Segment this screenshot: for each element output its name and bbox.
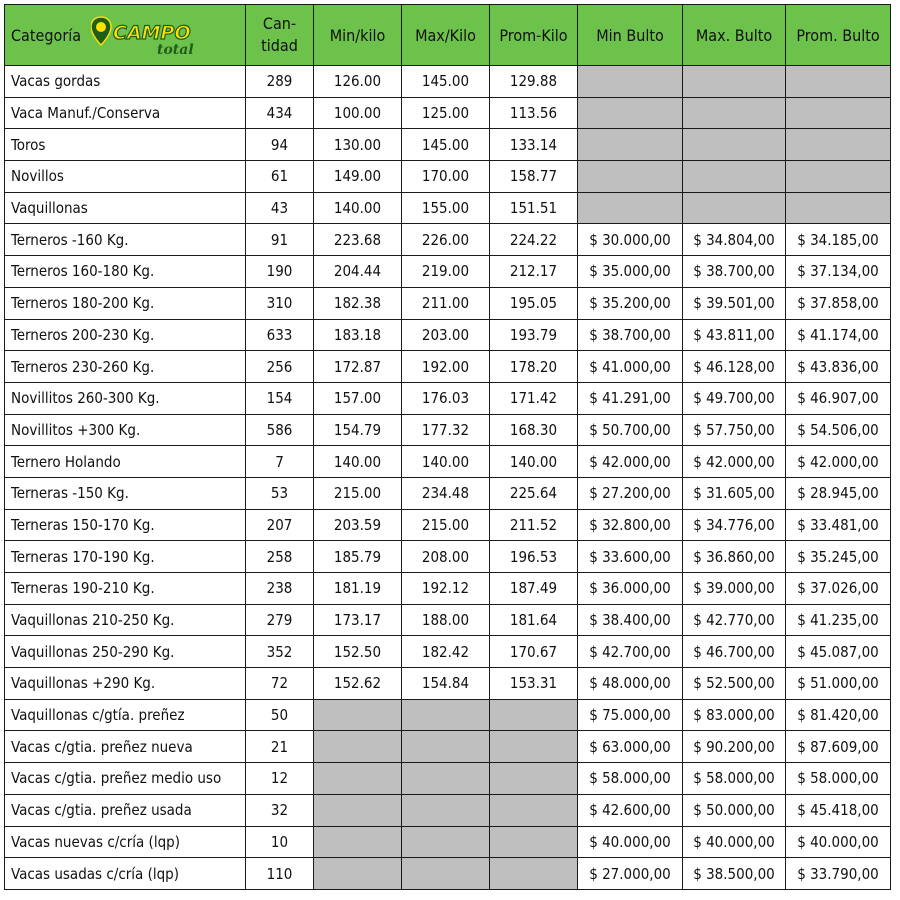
cell-max-kilo: 154.84 <box>402 668 490 700</box>
cell-min-kilo: 181.19 <box>314 573 402 605</box>
cell-cantidad: 43 <box>246 192 314 224</box>
cell-min-bulto: $ 40.000,00 <box>578 826 683 858</box>
cell-cantidad: 110 <box>246 858 314 890</box>
cell-prom-kilo: 133.14 <box>490 129 578 161</box>
cell-prom-bulto <box>786 97 891 129</box>
cell-prom-kilo: 193.79 <box>490 319 578 351</box>
cell-max-kilo: 192.12 <box>402 573 490 605</box>
cell-max-kilo: 203.00 <box>402 319 490 351</box>
cell-max-kilo: 125.00 <box>402 97 490 129</box>
cell-category: Vaquillonas 250-290 Kg. <box>5 636 246 668</box>
cell-prom-bulto: $ 54.506,00 <box>786 414 891 446</box>
cell-max-bulto: $ 39.000,00 <box>683 573 786 605</box>
cell-min-kilo: 215.00 <box>314 477 402 509</box>
cell-max-kilo: 145.00 <box>402 129 490 161</box>
table-row <box>5 382 891 414</box>
cell-min-kilo: 172.87 <box>314 351 402 383</box>
table-row <box>5 351 891 383</box>
cell-cantidad: 633 <box>246 319 314 351</box>
cell-min-kilo <box>314 731 402 763</box>
table-row <box>5 699 891 731</box>
cell-prom-kilo: 195.05 <box>490 287 578 319</box>
table-row <box>5 668 891 700</box>
cell-prom-kilo: 158.77 <box>490 161 578 193</box>
cell-prom-kilo <box>490 699 578 731</box>
cell-max-bulto <box>683 66 786 98</box>
cell-min-kilo: 173.17 <box>314 604 402 636</box>
cell-max-kilo: 170.00 <box>402 161 490 193</box>
cell-prom-bulto: $ 41.235,00 <box>786 604 891 636</box>
cell-max-bulto: $ 38.700,00 <box>683 256 786 288</box>
cell-cantidad: 207 <box>246 509 314 541</box>
cell-prom-kilo: 178.20 <box>490 351 578 383</box>
cell-max-bulto: $ 90.200,00 <box>683 731 786 763</box>
cell-min-bulto: $ 48.000,00 <box>578 668 683 700</box>
cell-category: Ternero Holando <box>5 446 246 478</box>
cell-prom-bulto: $ 87.609,00 <box>786 731 891 763</box>
cell-min-kilo: 152.62 <box>314 668 402 700</box>
cell-min-kilo <box>314 763 402 795</box>
cell-min-kilo: 130.00 <box>314 129 402 161</box>
cell-cantidad: 434 <box>246 97 314 129</box>
cell-category: Terneras -150 Kg. <box>5 477 246 509</box>
cell-category: Vacas c/gtia. preñez nueva <box>5 731 246 763</box>
cell-max-bulto <box>683 97 786 129</box>
cell-prom-bulto: $ 45.087,00 <box>786 636 891 668</box>
table-row <box>5 66 891 98</box>
cell-min-bulto <box>578 161 683 193</box>
cell-max-kilo: 145.00 <box>402 66 490 98</box>
header-prom-kilo: Prom-Kilo <box>490 5 578 66</box>
cell-prom-kilo <box>490 763 578 795</box>
price-table-container <box>4 4 891 890</box>
cell-max-kilo: 155.00 <box>402 192 490 224</box>
table-row <box>5 446 891 478</box>
table-row <box>5 604 891 636</box>
cell-prom-bulto: $ 46.907,00 <box>786 382 891 414</box>
cell-max-bulto: $ 52.500,00 <box>683 668 786 700</box>
cell-min-bulto: $ 38.700,00 <box>578 319 683 351</box>
cell-min-bulto: $ 42.000,00 <box>578 446 683 478</box>
cell-prom-bulto <box>786 66 891 98</box>
cell-min-kilo: 154.79 <box>314 414 402 446</box>
cell-min-kilo <box>314 794 402 826</box>
cell-prom-bulto: $ 45.418,00 <box>786 794 891 826</box>
table-row <box>5 826 891 858</box>
cell-prom-bulto <box>786 192 891 224</box>
cell-category: Terneras 150-170 Kg. <box>5 509 246 541</box>
cell-min-bulto: $ 41.000,00 <box>578 351 683 383</box>
cell-max-kilo: 140.00 <box>402 446 490 478</box>
cell-min-kilo: 157.00 <box>314 382 402 414</box>
cell-cantidad: 154 <box>246 382 314 414</box>
cell-min-bulto <box>578 192 683 224</box>
header-category-label: Categoría <box>11 25 82 45</box>
cell-max-bulto: $ 36.860,00 <box>683 541 786 573</box>
cell-min-bulto: $ 38.400,00 <box>578 604 683 636</box>
table-row <box>5 129 891 161</box>
cell-max-kilo <box>402 794 490 826</box>
cell-max-bulto: $ 38.500,00 <box>683 858 786 890</box>
cell-category: Vaquillonas +290 Kg. <box>5 668 246 700</box>
cell-prom-kilo <box>490 826 578 858</box>
cell-category: Vacas usadas c/cría (lqp) <box>5 858 246 890</box>
cell-min-kilo: 140.00 <box>314 446 402 478</box>
cell-min-bulto: $ 35.200,00 <box>578 287 683 319</box>
cell-max-kilo: 188.00 <box>402 604 490 636</box>
cell-prom-kilo: 187.49 <box>490 573 578 605</box>
cell-prom-kilo: 113.56 <box>490 97 578 129</box>
cell-max-kilo: 176.03 <box>402 382 490 414</box>
cell-category: Novillitos 260-300 Kg. <box>5 382 246 414</box>
cell-max-kilo <box>402 826 490 858</box>
cell-min-bulto: $ 75.000,00 <box>578 699 683 731</box>
table-row <box>5 414 891 446</box>
cell-category: Terneras 170-190 Kg. <box>5 541 246 573</box>
cell-max-bulto <box>683 192 786 224</box>
cell-max-bulto: $ 40.000,00 <box>683 826 786 858</box>
cell-max-bulto: $ 39.501,00 <box>683 287 786 319</box>
table-row <box>5 636 891 668</box>
cell-prom-bulto: $ 58.000,00 <box>786 763 891 795</box>
table-row <box>5 763 891 795</box>
cell-min-bulto: $ 58.000,00 <box>578 763 683 795</box>
cell-prom-kilo: 225.64 <box>490 477 578 509</box>
cell-max-bulto: $ 34.776,00 <box>683 509 786 541</box>
cell-min-kilo: 149.00 <box>314 161 402 193</box>
cell-prom-bulto: $ 35.245,00 <box>786 541 891 573</box>
cell-max-bulto: $ 49.700,00 <box>683 382 786 414</box>
cell-cantidad: 53 <box>246 477 314 509</box>
cell-prom-kilo: 211.52 <box>490 509 578 541</box>
cell-max-bulto: $ 50.000,00 <box>683 794 786 826</box>
cell-prom-kilo: 151.51 <box>490 192 578 224</box>
cell-min-bulto: $ 36.000,00 <box>578 573 683 605</box>
cell-category: Vacas gordas <box>5 66 246 98</box>
cell-max-kilo: 192.00 <box>402 351 490 383</box>
cell-max-kilo <box>402 763 490 795</box>
cell-max-bulto: $ 34.804,00 <box>683 224 786 256</box>
cell-prom-kilo: 181.64 <box>490 604 578 636</box>
table-row <box>5 161 891 193</box>
cell-max-bulto: $ 58.000,00 <box>683 763 786 795</box>
cell-prom-bulto: $ 41.174,00 <box>786 319 891 351</box>
cell-min-bulto: $ 42.600,00 <box>578 794 683 826</box>
cell-max-kilo: 226.00 <box>402 224 490 256</box>
cell-prom-bulto <box>786 129 891 161</box>
cell-cantidad: 61 <box>246 161 314 193</box>
cell-cantidad: 32 <box>246 794 314 826</box>
cell-min-bulto: $ 27.200,00 <box>578 477 683 509</box>
header-cantidad <box>246 5 314 66</box>
cell-prom-kilo: 171.42 <box>490 382 578 414</box>
table-row <box>5 541 891 573</box>
cell-min-kilo: 182.38 <box>314 287 402 319</box>
cell-max-kilo <box>402 858 490 890</box>
cell-min-kilo: 203.59 <box>314 509 402 541</box>
cell-max-bulto: $ 57.750,00 <box>683 414 786 446</box>
cell-category: Terneros 180-200 Kg. <box>5 287 246 319</box>
header-category <box>5 5 246 66</box>
cell-max-kilo: 182.42 <box>402 636 490 668</box>
cell-min-bulto: $ 30.000,00 <box>578 224 683 256</box>
table-row <box>5 192 891 224</box>
cell-category: Terneras 190-210 Kg. <box>5 573 246 605</box>
cell-min-kilo: 152.50 <box>314 636 402 668</box>
cell-min-kilo <box>314 826 402 858</box>
cell-min-kilo <box>314 858 402 890</box>
cell-prom-kilo <box>490 731 578 763</box>
cell-max-bulto: $ 31.605,00 <box>683 477 786 509</box>
logo-graphic <box>91 13 211 57</box>
cell-cantidad: 586 <box>246 414 314 446</box>
table-row <box>5 319 891 351</box>
cell-category: Terneros 200-230 Kg. <box>5 319 246 351</box>
cell-prom-bulto: $ 37.134,00 <box>786 256 891 288</box>
cell-prom-kilo: 140.00 <box>490 446 578 478</box>
cell-min-bulto <box>578 66 683 98</box>
cell-cantidad: 289 <box>246 66 314 98</box>
cell-cantidad: 72 <box>246 668 314 700</box>
cell-max-bulto: $ 46.128,00 <box>683 351 786 383</box>
cell-min-bulto: $ 42.700,00 <box>578 636 683 668</box>
cell-min-kilo: 204.44 <box>314 256 402 288</box>
cell-prom-kilo: 170.67 <box>490 636 578 668</box>
cell-min-bulto: $ 41.291,00 <box>578 382 683 414</box>
table-row <box>5 287 891 319</box>
cell-prom-bulto: $ 28.945,00 <box>786 477 891 509</box>
campo-total-logo <box>91 13 211 57</box>
cell-min-bulto: $ 27.000,00 <box>578 858 683 890</box>
cell-category: Vacas c/gtia. preñez usada <box>5 794 246 826</box>
cell-max-bulto <box>683 129 786 161</box>
cell-category: Novillitos +300 Kg. <box>5 414 246 446</box>
header-max-kilo: Max/Kilo <box>402 5 490 66</box>
cell-prom-kilo <box>490 858 578 890</box>
cell-prom-bulto: $ 42.000,00 <box>786 446 891 478</box>
cell-cantidad: 256 <box>246 351 314 383</box>
cell-min-bulto <box>578 97 683 129</box>
cell-category: Vaquillonas 210-250 Kg. <box>5 604 246 636</box>
cell-min-bulto: $ 33.600,00 <box>578 541 683 573</box>
cell-min-kilo: 223.68 <box>314 224 402 256</box>
cell-category: Novillos <box>5 161 246 193</box>
cell-max-kilo <box>402 699 490 731</box>
cell-cantidad: 7 <box>246 446 314 478</box>
cell-prom-bulto: $ 37.026,00 <box>786 573 891 605</box>
cell-cantidad: 352 <box>246 636 314 668</box>
cell-cantidad: 258 <box>246 541 314 573</box>
cell-max-bulto: $ 42.770,00 <box>683 604 786 636</box>
cell-max-bulto: $ 43.811,00 <box>683 319 786 351</box>
table-row <box>5 97 891 129</box>
cell-max-kilo: 177.32 <box>402 414 490 446</box>
cell-prom-kilo: 212.17 <box>490 256 578 288</box>
cell-cantidad: 21 <box>246 731 314 763</box>
cell-max-kilo: 208.00 <box>402 541 490 573</box>
header-row <box>5 5 891 66</box>
cell-cantidad: 12 <box>246 763 314 795</box>
cell-min-kilo: 100.00 <box>314 97 402 129</box>
cell-prom-kilo: 129.88 <box>490 66 578 98</box>
header-min-kilo: Min/kilo <box>314 5 402 66</box>
cell-prom-bulto: $ 33.481,00 <box>786 509 891 541</box>
cell-max-bulto <box>683 161 786 193</box>
cell-category: Terneros -160 Kg. <box>5 224 246 256</box>
cell-prom-kilo: 196.53 <box>490 541 578 573</box>
header-max-bulto: Max. Bulto <box>683 5 786 66</box>
cell-max-bulto: $ 46.700,00 <box>683 636 786 668</box>
cell-max-kilo: 215.00 <box>402 509 490 541</box>
cell-min-bulto: $ 32.800,00 <box>578 509 683 541</box>
cell-cantidad: 10 <box>246 826 314 858</box>
cell-category: Vaca Manuf./Conserva <box>5 97 246 129</box>
cell-prom-kilo: 153.31 <box>490 668 578 700</box>
cell-min-kilo <box>314 699 402 731</box>
cell-prom-bulto <box>786 161 891 193</box>
table-row <box>5 256 891 288</box>
cell-cantidad: 94 <box>246 129 314 161</box>
cell-min-bulto <box>578 129 683 161</box>
cell-max-kilo: 219.00 <box>402 256 490 288</box>
cell-category: Terneros 230-260 Kg. <box>5 351 246 383</box>
table-row <box>5 509 891 541</box>
cell-prom-bulto: $ 34.185,00 <box>786 224 891 256</box>
cell-max-bulto: $ 83.000,00 <box>683 699 786 731</box>
cattle-price-table <box>4 4 891 890</box>
table-row <box>5 794 891 826</box>
cell-category: Vaquillonas c/gtía. preñez <box>5 699 246 731</box>
cell-cantidad: 279 <box>246 604 314 636</box>
cell-min-kilo: 126.00 <box>314 66 402 98</box>
cell-cantidad: 238 <box>246 573 314 605</box>
cell-category: Toros <box>5 129 246 161</box>
cell-category: Terneros 160-180 Kg. <box>5 256 246 288</box>
cell-cantidad: 310 <box>246 287 314 319</box>
cell-category: Vaquillonas <box>5 192 246 224</box>
cell-max-bulto: $ 42.000,00 <box>683 446 786 478</box>
cell-min-kilo: 140.00 <box>314 192 402 224</box>
header-cantidad-line2: tidad <box>261 36 298 55</box>
cell-prom-bulto: $ 81.420,00 <box>786 699 891 731</box>
cell-prom-kilo <box>490 794 578 826</box>
cell-max-kilo: 234.48 <box>402 477 490 509</box>
logo-subtext: total <box>157 42 194 57</box>
cell-min-bulto: $ 63.000,00 <box>578 731 683 763</box>
cell-min-kilo: 185.79 <box>314 541 402 573</box>
cell-prom-bulto: $ 40.000,00 <box>786 826 891 858</box>
cell-max-kilo <box>402 731 490 763</box>
header-cantidad-line1: Can- <box>262 14 297 33</box>
table-row <box>5 731 891 763</box>
cell-min-kilo: 183.18 <box>314 319 402 351</box>
header-min-bulto: Min Bulto <box>578 5 683 66</box>
table-row <box>5 858 891 890</box>
cell-prom-bulto: $ 51.000,00 <box>786 668 891 700</box>
cell-prom-bulto: $ 43.836,00 <box>786 351 891 383</box>
table-row <box>5 477 891 509</box>
cell-category: Vacas c/gtia. preñez medio uso <box>5 763 246 795</box>
table-row <box>5 224 891 256</box>
cell-min-bulto: $ 50.700,00 <box>578 414 683 446</box>
cell-min-bulto: $ 35.000,00 <box>578 256 683 288</box>
cell-cantidad: 91 <box>246 224 314 256</box>
cell-prom-kilo: 168.30 <box>490 414 578 446</box>
table-row <box>5 573 891 605</box>
table-body <box>5 66 891 890</box>
cell-category: Vacas nuevas c/cría (lqp) <box>5 826 246 858</box>
cell-max-kilo: 211.00 <box>402 287 490 319</box>
cell-prom-bulto: $ 33.790,00 <box>786 858 891 890</box>
logo-text: CAMPO <box>113 22 191 44</box>
cell-cantidad: 50 <box>246 699 314 731</box>
cell-cantidad: 190 <box>246 256 314 288</box>
cell-prom-kilo: 224.22 <box>490 224 578 256</box>
header-prom-bulto: Prom. Bulto <box>786 5 891 66</box>
cell-prom-bulto: $ 37.858,00 <box>786 287 891 319</box>
